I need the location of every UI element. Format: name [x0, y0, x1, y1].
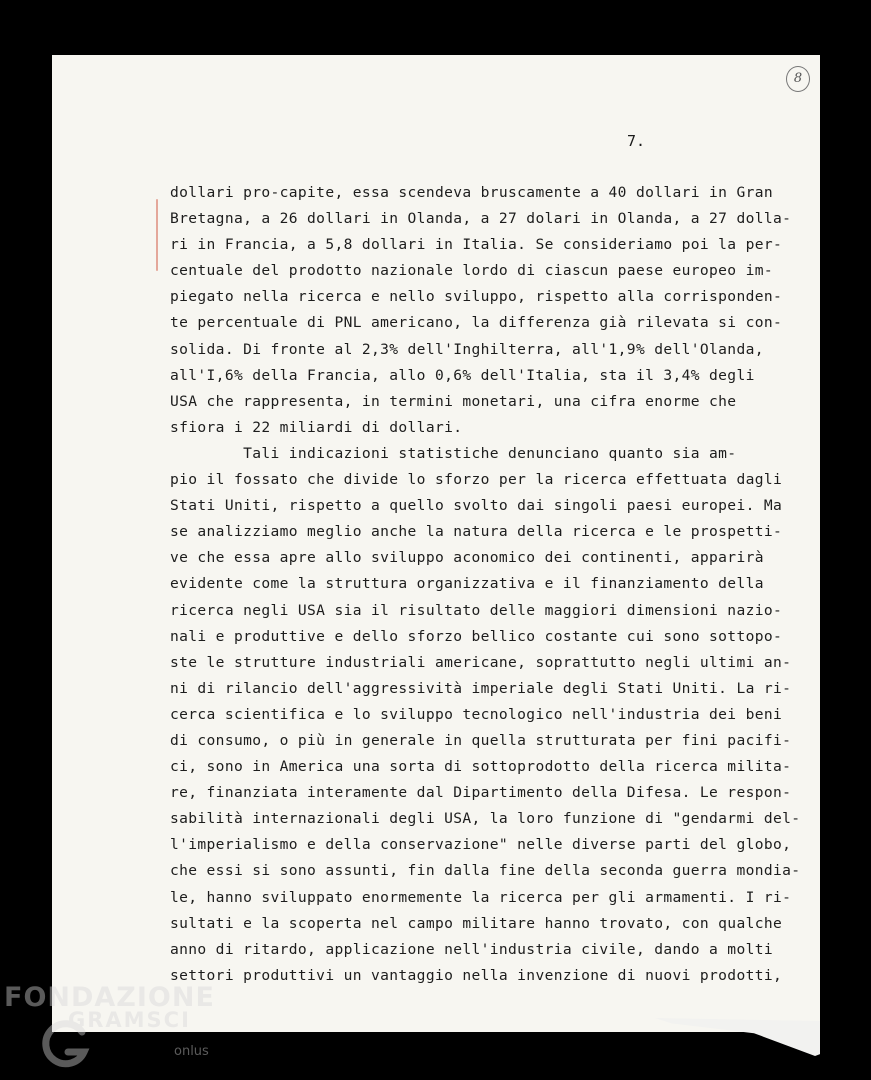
text-line: settori produttivi un vantaggio nella invenzione di nuovi prodotti, — [170, 966, 783, 984]
typed-text-body — [170, 180, 810, 989]
text-line: ci, sono in America una sorta di sottoprodotto della ricerca milita- — [170, 758, 792, 776]
text-line: l'imperialismo e della conservazione" nelle diverse parti del globo, — [170, 836, 792, 854]
text-line: ri in Francia, a 5,8 dollari in Italia. Se consideriamo poi la per- — [170, 236, 783, 254]
text-line: Tali indicazioni statistiche denunciano quanto sia am- — [170, 444, 737, 462]
text-line: ve che essa apre allo sviluppo aconomico dei continenti, apparirà — [170, 549, 764, 567]
text-line: piegato nella ricerca e nello sviluppo, rispetto alla corrisponden- — [170, 288, 783, 306]
text-line: solida. Di fronte al 2,3% dell'Inghilterra, all'1,9% dell'Olanda, — [170, 340, 764, 358]
text-line: di consumo, o più in generale in quella strutturata per fini pacifi- — [170, 731, 792, 749]
text-line: centuale del prodotto nazionale lordo di ciascun paese europeo im- — [170, 262, 773, 280]
text-line: ricerca negli USA sia il risultato delle maggiori dimensioni nazio- — [170, 601, 783, 619]
margin-pencil-mark — [156, 199, 158, 271]
page-number: 7. — [627, 132, 646, 150]
text-line: all'I,6% della Francia, allo 0,6% dell'Italia, sta il 3,4% degli — [170, 366, 755, 384]
text-line: se analizziamo meglio anche la natura della ricerca e le prospetti- — [170, 523, 783, 541]
text-line: sabilità internazionali degli USA, la loro funzione di "gendarmi del- — [170, 810, 801, 828]
text-line: sfiora i 22 miliardi di dollari. — [170, 418, 463, 436]
text-line: ni di rilancio dell'aggressività imperiale degli Stati Uniti. La ri- — [170, 679, 792, 697]
text-line: re, finanziata interamente dal Dipartimento della Difesa. Le respon- — [170, 784, 792, 802]
text-line: dollari pro-capite, essa scendeva bruscamente a 40 dollari in Gran — [170, 184, 773, 201]
watermark-line1: FONDAZIONE — [4, 982, 215, 1013]
text-line: anno di ritardo, applicazione nell'industria civile, dando a molti — [170, 940, 773, 958]
text-line: USA che rappresenta, in termini monetari, una cifra enorme che — [170, 392, 737, 410]
archive-page-mark: 8 — [786, 66, 810, 92]
text-line: Stati Uniti, rispetto a quello svolto dai singoli paesi europei. Ma — [170, 497, 783, 515]
text-line: evidente come la struttura organizzativa e il finanziamento della — [170, 575, 764, 593]
text-line: le, hanno sviluppato enormemente la ricerca per gli armamenti. I ri- — [170, 888, 792, 906]
text-line: ste le strutture industriali americane, soprattutto negli ultimi an- — [170, 653, 792, 671]
fondazione-gramsci-watermark-logo — [4, 982, 214, 1072]
text-line: nali e produttive e dello sforzo bellico costante cui sono sottopo- — [170, 627, 783, 645]
torn-paper-edge — [655, 1018, 820, 1056]
watermark-line2: GRAMSCI — [68, 1008, 191, 1032]
watermark-sub: onlus — [174, 1044, 209, 1059]
text-line: pio il fossato che divide lo sforzo per la ricerca effettuata dagli — [170, 471, 783, 489]
text-line: Bretagna, a 26 dollari in Olanda, a 27 dolari in Olanda, a 27 dolla- — [170, 210, 792, 228]
text-line: te percentuale di PNL americano, la differenza già rilevata si con- — [170, 314, 783, 332]
text-line: sultati e la scoperta nel campo militare hanno trovato, con qualche — [170, 914, 783, 932]
text-line: cerca scientifica e lo sviluppo tecnologico nell'industria dei beni — [170, 705, 783, 723]
text-line: che essi si sono assunti, fin dalla fine della seconda guerra mondia- — [170, 862, 801, 880]
